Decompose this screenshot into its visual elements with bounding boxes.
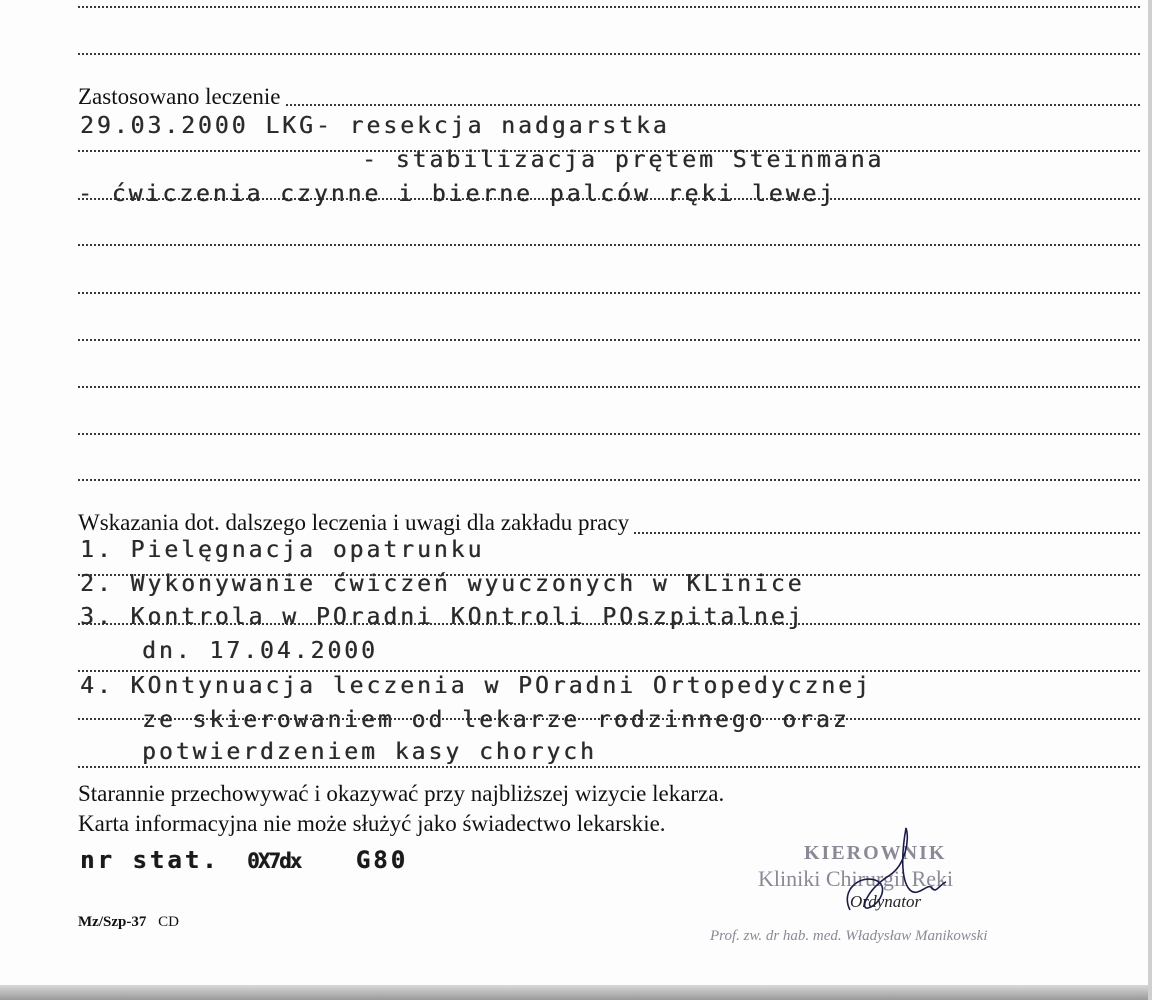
dotted-line bbox=[78, 244, 1140, 246]
dotted-line bbox=[78, 339, 1140, 341]
recommendation-line-3: 3. Kontrola w POradni KOntroli POszpitalnej bbox=[80, 604, 805, 630]
form-code-suffix: CD bbox=[158, 914, 179, 930]
recommendations-label: Wskazania dot. dalszego leczenia i uwagi dla zakładu pracy bbox=[78, 510, 633, 536]
dotted-line bbox=[78, 433, 1140, 435]
recommendation-line-1: 1. Pielęgnacja opatrunku bbox=[80, 537, 485, 563]
note-line-2: Karta informacyjna nie może służyć jako świadectwo lekarskie. bbox=[78, 811, 666, 836]
doctor-stamp bbox=[700, 840, 1080, 960]
stamp-title: KIEROWNIK bbox=[804, 842, 947, 864]
recommendation-line-4: 4. KOntynuacja leczenia w POradni Ortopedycznej bbox=[80, 673, 872, 699]
treatment-line-2: - stabilizacja prętem Steinmana bbox=[362, 147, 885, 173]
recommendation-line-2: 2. Wykonywanie ćwiczeń wyuczonych w KLinice bbox=[80, 571, 805, 597]
dotted-line bbox=[78, 53, 1140, 55]
treatment-line-3: - ćwiczenia czynne i bierne palców ręki lewej bbox=[78, 181, 837, 207]
stat-struck-value: 0X7dx bbox=[247, 849, 301, 873]
treatment-label: Zastosowano leczenie bbox=[78, 84, 284, 110]
treatment-line-1: 29.03.2000 LKG- resekcja nadgarstka bbox=[80, 113, 670, 139]
dotted-line bbox=[78, 386, 1140, 388]
recommendation-line-4-cont-1: ze skierowaniem od lekarze rodzinnego oraz bbox=[142, 707, 850, 733]
form-code bbox=[78, 914, 179, 931]
dotted-line bbox=[78, 479, 1140, 481]
note-line-1: Starannie przechowywać i okazywać przy najbliższej wizycie lekarza. bbox=[78, 781, 725, 806]
signature bbox=[820, 820, 960, 930]
stamp-clinic: Kliniki Chirurgii Ręki bbox=[758, 866, 954, 891]
stat-label: nr stat. bbox=[80, 846, 220, 874]
dotted-line bbox=[78, 766, 1140, 768]
recommendation-line-4-cont-2: potwierdzeniem kasy chorych bbox=[142, 739, 597, 765]
stamp-role: Ordynator bbox=[850, 892, 922, 911]
scan-edge-bottom bbox=[0, 985, 1152, 1000]
form-code-id: Mz/Szp-37 bbox=[78, 914, 147, 930]
dotted-line bbox=[78, 6, 1140, 8]
scan-edge-right bbox=[1148, 0, 1152, 1000]
stat-line bbox=[80, 846, 408, 875]
recommendation-line-3-date: dn. 17.04.2000 bbox=[142, 638, 378, 664]
stat-value: G80 bbox=[355, 846, 409, 874]
dotted-line bbox=[78, 292, 1140, 294]
stamp-name: Prof. zw. dr hab. med. Władysław Manikowski bbox=[710, 928, 988, 944]
